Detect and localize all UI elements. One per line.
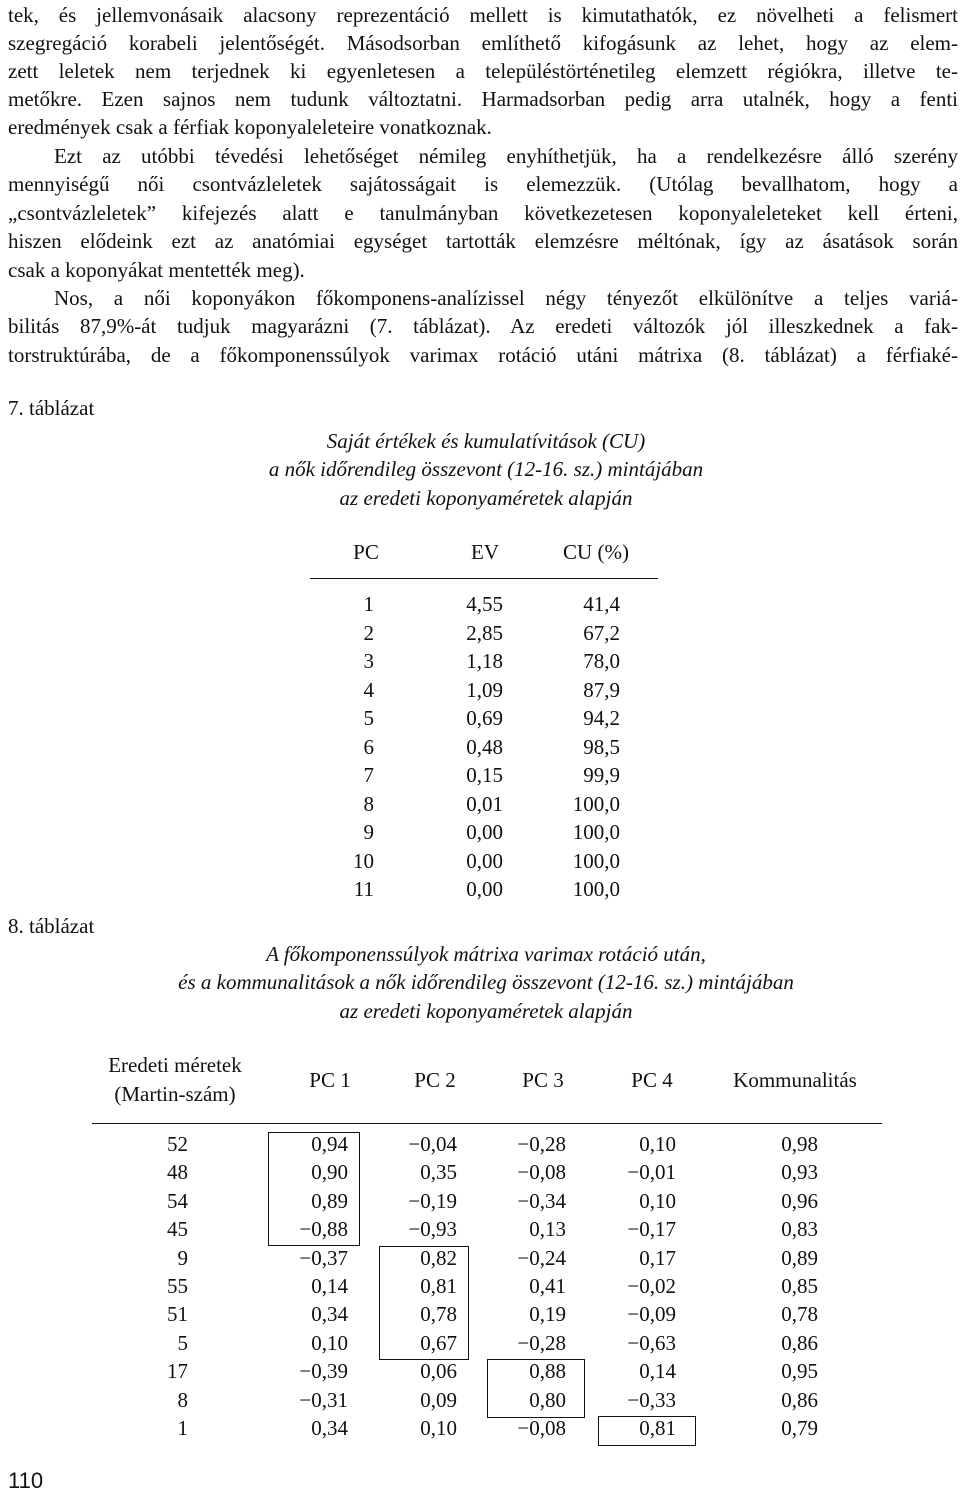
table8-caption-line: és a kommunalitások a nők időrendileg összevont (12-16. sz.) mintájában	[178, 970, 794, 994]
table8-cell: 0,14	[639, 1359, 676, 1384]
table7-caption-line: az eredeti koponyaméretek alapján	[339, 486, 633, 510]
table8-cell: 0,81	[639, 1416, 676, 1440]
table7-cell: 99,9	[583, 763, 620, 787]
table8-cell: 0,06	[420, 1359, 457, 1384]
table8-cell: 0,89	[311, 1188, 348, 1213]
table8-cell: −0,04	[408, 1132, 457, 1156]
table8-cell: 0,19	[529, 1302, 566, 1327]
table8-header-pc4: PC 4	[631, 1068, 673, 1092]
table8-header-pc3: PC 3	[522, 1068, 564, 1092]
table7-header-ev: EV	[471, 540, 499, 564]
table7-cell: 41,4	[583, 592, 620, 616]
table8-header-var-line1: Eredeti méretek	[108, 1053, 242, 1077]
table8-row-label: 1	[177, 1416, 188, 1440]
table8-cell: 0,88	[529, 1359, 566, 1384]
table8-cell: 0,81	[420, 1274, 457, 1298]
table8-row-label: 8	[177, 1387, 188, 1412]
table8-cell: 0,96	[781, 1188, 818, 1213]
table8-row-label: 45	[167, 1217, 188, 1242]
table7-cell: 67,2	[583, 620, 620, 645]
table8-cell: 0,85	[781, 1274, 818, 1298]
table8-header-rule	[92, 1123, 882, 1124]
page-number: 110	[8, 1468, 44, 1493]
text-line: metőkre. Ezen sajnos nem tudunk változtatni. Harmadsorban pedig arra utalnék, hogy a fenti	[8, 87, 958, 111]
table7-cell: 11	[353, 877, 374, 901]
table8-cell: 0,95	[781, 1359, 818, 1384]
table7-cell: 100,0	[572, 820, 620, 844]
table7-cell: 1,18	[466, 649, 503, 673]
table8-cell: −0,28	[517, 1330, 566, 1355]
table7-cell: 0,00	[466, 877, 503, 901]
table7-cell: 0,69	[466, 706, 503, 730]
table7-cell: 0,00	[466, 820, 503, 844]
table7-cell: 78,0	[583, 649, 620, 673]
table7-cell: 0,00	[466, 848, 503, 873]
text-line: torstruktúrába, de a főkomponenssúlyok varimax rotáció utáni mátrixa (8. táblázat) a férfiaké-	[8, 343, 958, 367]
text-line: bilitás 87,9%-át tudjuk magyarázni (7. táblázat). Az eredeti változók jól illeszkednek a fak-	[8, 314, 958, 338]
table8-cell: 0,86	[781, 1387, 818, 1412]
table8-cell: −0,88	[299, 1217, 348, 1242]
table8-cell: 0,93	[781, 1160, 818, 1185]
text-line: „csontvázleletek” kifejezés alatt e tanulmányban következetesen koponyaleleteket kell érteni,	[8, 201, 958, 225]
table8-cell: −0,19	[408, 1188, 457, 1213]
text-line: Nos, a női koponyákon főkomponens-analízissel négy tényezőt elkülönítve a teljes variá-	[54, 286, 958, 310]
table7-header-rule	[310, 578, 658, 579]
table8-cell: −0,17	[627, 1217, 676, 1242]
text-line: Ezt az utóbbi tévedési lehetőséget némileg enyhíthetjük, ha a rendelkezésre álló szerény	[54, 144, 958, 168]
table8-cell: 0,10	[639, 1132, 676, 1156]
table8-row-label: 17	[167, 1359, 188, 1384]
table7-cell: 100,0	[572, 791, 620, 816]
table8-row-label: 51	[167, 1302, 188, 1327]
table7-caption-line: Saját értékek és kumulatívitások (CU)	[326, 429, 646, 453]
text-line: szegregáció korabeli jelentőségét. Másodsorban említhető kifogásunk az lehet, hogy az elem-	[8, 31, 958, 55]
table8-cell: −0,93	[408, 1217, 457, 1242]
text-line: tek, és jellemvonásaik alacsony reprezentáció mellett is kimutathatók, ez növelheti a felismert	[8, 3, 958, 27]
table8-cell: 0,78	[781, 1302, 818, 1327]
table8-cell: 0,13	[529, 1217, 566, 1242]
table8-cell: 0,98	[781, 1132, 818, 1156]
table8-caption-line: A főkomponenssúlyok mátrixa varimax rotáció után,	[266, 942, 706, 966]
table8-cell: 0,67	[420, 1330, 457, 1355]
table7-cell: 100,0	[572, 848, 620, 873]
table7-caption-line: a nők időrendileg összevont (12-16. sz.) mintájában	[268, 457, 704, 481]
table7-cell: 3	[363, 649, 374, 673]
table7-cell: 5	[363, 706, 374, 730]
table7-cell: 4,55	[466, 592, 503, 616]
table7-cell: 0,01	[466, 791, 503, 816]
table8-cell: −0,24	[517, 1245, 566, 1270]
table8-cell: −0,09	[627, 1302, 676, 1327]
table7-cell: 0,48	[466, 734, 503, 759]
table7-cell: 2	[363, 620, 374, 645]
table7-cell: 87,9	[583, 677, 620, 702]
table8-header-var-line2: (Martin-szám)	[114, 1082, 236, 1106]
table7-label: 7. táblázat	[8, 396, 95, 420]
table7-cell: 10	[353, 848, 374, 873]
table7-cell: 98,5	[583, 734, 620, 759]
table8-cell: 0,10	[639, 1188, 676, 1213]
table8-cell: 0,78	[420, 1302, 457, 1327]
table8-cell: 0,86	[781, 1330, 818, 1355]
text-line: eredmények csak a férfiak koponyaleleteire vonatkoznak.	[8, 115, 492, 139]
table8-cell: 0,89	[781, 1245, 818, 1270]
table8-header-pc1: PC 1	[309, 1068, 351, 1092]
text-line: hiszen elődeink ezt az anatómiai egységet tartották elemzésre méltónak, így az ásatások során	[8, 229, 958, 253]
table7-cell: 9	[363, 820, 374, 844]
table7-cell: 1,09	[466, 677, 503, 702]
table8-label: 8. táblázat	[8, 914, 95, 938]
table8-cell: −0,08	[517, 1160, 566, 1185]
table8-cell: −0,08	[517, 1416, 566, 1440]
table8-cell: 0,34	[311, 1302, 348, 1327]
table8-cell: −0,28	[517, 1132, 566, 1156]
table8-cell: 0,34	[311, 1416, 348, 1440]
table8-cell: 0,94	[311, 1132, 348, 1156]
table8-cell: 0,41	[529, 1274, 566, 1298]
table8-cell: 0,10	[311, 1330, 348, 1355]
table7-cell: 0,15	[466, 763, 503, 787]
table8-cell: 0,35	[420, 1160, 457, 1185]
table8-cell: −0,39	[299, 1359, 348, 1384]
text-line: zett leletek nem terjednek ki egyenletesen a településtörténetileg elemzett régiókra, illetve te-	[8, 59, 958, 83]
table8-row-label: 52	[167, 1132, 188, 1156]
table7-cell: 4	[363, 677, 374, 702]
table8-cell: 0,17	[639, 1245, 676, 1270]
table7-cell: 100,0	[572, 877, 620, 901]
table8-row-label: 5	[177, 1330, 188, 1355]
table7-header-pc: PC	[353, 540, 379, 564]
table7-header-cu: CU (%)	[563, 540, 629, 564]
table8-cell: −0,33	[627, 1387, 676, 1412]
table7-cell: 8	[363, 791, 374, 816]
table8-cell: 0,83	[781, 1217, 818, 1242]
table8-cell: 0,82	[420, 1245, 457, 1270]
table8-cell: −0,01	[627, 1160, 676, 1185]
table8-cell: −0,02	[627, 1274, 676, 1298]
table8-header-pc2: PC 2	[414, 1068, 456, 1092]
table8-header-kommunalitas: Kommunalitás	[733, 1068, 857, 1092]
table8-cell: 0,79	[781, 1416, 818, 1440]
table8-row-label: 9	[177, 1245, 188, 1270]
table8-row-label: 54	[167, 1188, 188, 1213]
table8-cell: 0,90	[311, 1160, 348, 1185]
table8-cell: −0,37	[299, 1245, 348, 1270]
table7-cell: 2,85	[466, 620, 503, 645]
table8-cell: 0,80	[529, 1387, 566, 1412]
table8-cell: 0,09	[420, 1387, 457, 1412]
table8-cell: −0,31	[299, 1387, 348, 1412]
table8-cell: 0,10	[420, 1416, 457, 1440]
table7-cell: 1	[363, 592, 374, 616]
table7-cell: 7	[363, 763, 374, 787]
table7-cell: 6	[363, 734, 374, 759]
table8-row-label: 48	[167, 1160, 188, 1185]
table8-caption-line: az eredeti koponyaméretek alapján	[339, 999, 633, 1023]
table8-row-label: 55	[167, 1274, 188, 1298]
table8-cell: 0,14	[311, 1274, 348, 1298]
text-line: csak a koponyákat mentették meg).	[8, 258, 305, 282]
table8-cell: −0,63	[627, 1330, 676, 1355]
text-line: mennyiségű női csontvázleletek sajátosságait is elemezzük. (Utólag bevallhatom, hogy a	[8, 172, 958, 196]
table8-cell: −0,34	[517, 1188, 566, 1213]
table7-cell: 94,2	[583, 706, 620, 730]
